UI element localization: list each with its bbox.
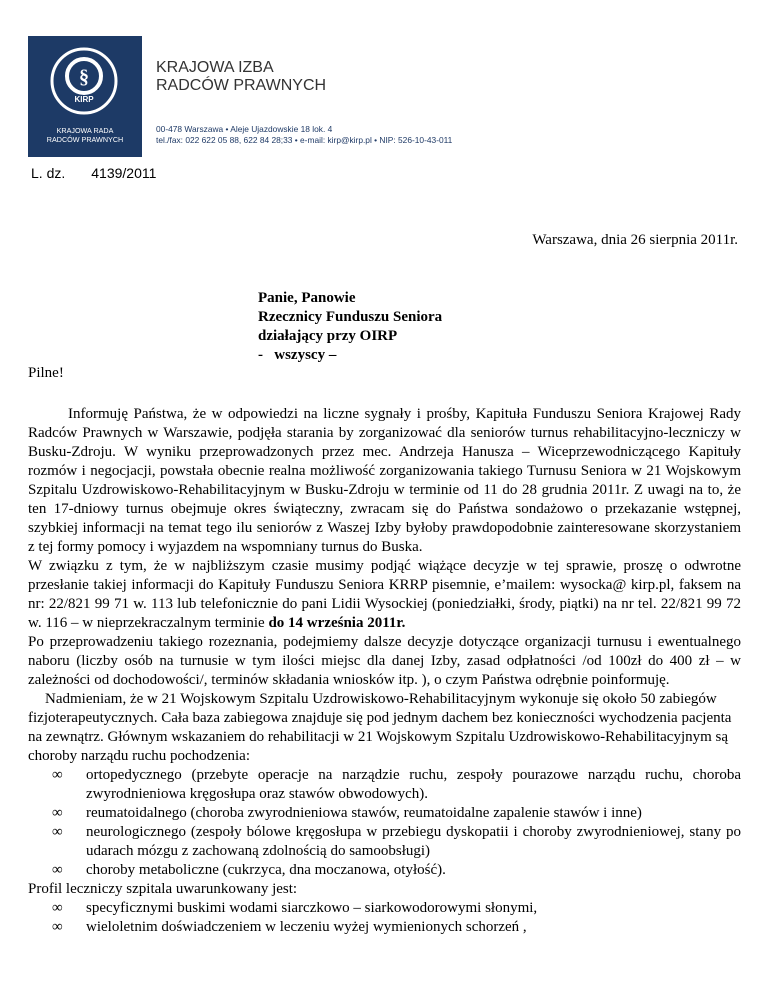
- bullet-icon: ∞: [52, 805, 63, 821]
- urgent-label: Pilne!: [28, 365, 64, 381]
- list-item-text: ortopedycznego (przebyte operacje na narządzie ruchu, zespoły pourazowe narządu ruchu, choroba zwyrodnieniowa kręgosłupa oraz stawów obwodowych).: [86, 767, 741, 802]
- list-item-text: specyficznymi buskimi wodami siarczkowo – siarkowodorowymi słonymi,: [86, 900, 538, 916]
- kirp-logo-box: [28, 36, 142, 157]
- svg-text:§: §: [79, 66, 89, 88]
- list-item: [28, 918, 741, 937]
- list-item: [28, 804, 741, 823]
- reference-number: [31, 165, 156, 181]
- organization-name: [156, 59, 326, 95]
- addressee-block: [258, 289, 442, 365]
- bullet-icon: ∞: [52, 919, 63, 935]
- organization-address: [156, 124, 452, 146]
- bullet-icon: ∞: [52, 824, 63, 840]
- paragraph-2: [28, 557, 741, 633]
- deadline-date: do 14 września 2011r.: [268, 615, 406, 631]
- paragraph-4: Nadmieniam, że w 21 Wojskowym Szpitalu Uzdrowiskowo-Rehabilitacyjnym wykonuje się około 50 zabiegów fizjoterapeutycznych. Cała baza zabiegowa znajduje się pod jednym dachem bez konieczności wychodzenia pacjenta na zewnątrz. Głównym wskazaniem do rehabilitacji w 21 Wojskowym Szpitalu Uzdrowiskowo-Rehabilitacyjnym są choroby narządu ruchu pochodzenia:: [28, 691, 732, 764]
- profile-list: [28, 899, 741, 937]
- list-item-text: reumatoidalnego (choroba zwyrodnieniowa stawów, reumatoidalne zapalenie stawów i inne): [86, 805, 642, 821]
- addressee-line3: działający przy OIRP: [258, 328, 398, 344]
- box-caption-line2: RADCÓW PRAWNYCH: [46, 135, 124, 144]
- list-item: [28, 861, 741, 880]
- addressee-line4: - wszyscy –: [258, 347, 337, 363]
- kirp-emblem: [49, 46, 119, 116]
- paragraph-2-text: W związku z tym, że w najbliższym czasie musimy podjąć wiążące decyzje w tej sprawie, proszę o odwrotne przesłanie takiej informacji do Kapituły Funduszu Seniora KRRP pisemnie, e’mailem: wysocka@ kirp.pl, faksem na nr: 22/821 99 71 w. 113 lub telefonicznie do pani Lidii Wysockiej (poniedziałki, środy, piątki) na nr tel. 22/821 99 72 w. 116 – w nieprzekraczalnym terminie: [28, 558, 741, 631]
- bullet-icon: ∞: [52, 862, 63, 878]
- list-item: [28, 899, 741, 918]
- paragraph-3: Po przeprowadzeniu takiego rozeznania, podejmiemy dalsze decyzje dotyczące organizacji turnusu i ewentualnego naboru (liczby osób na turnusie w tym ilości miejsc dla danej Izby, zasad odpłatności /od 100zł do 400 zł – w zależności od dochodowości/, terminów składania wniosków itp. ), o czym Państwa odrębnie poinformuję.: [28, 634, 741, 688]
- addressee-line2: Rzecznicy Funduszu Seniora: [258, 309, 443, 325]
- org-name-line2: RADCÓW PRAWNYCH: [156, 77, 327, 94]
- reference-label: L. dz.: [31, 165, 66, 181]
- indications-list: [28, 766, 741, 880]
- addressee-line1: Panie, Panowie: [258, 290, 356, 306]
- box-caption: [28, 126, 142, 144]
- list-item: [28, 823, 741, 861]
- bullet-icon: ∞: [52, 900, 63, 916]
- list-item-text: choroby metaboliczne (cukrzyca, dna moczanowa, otyłość).: [86, 862, 446, 878]
- letter-body: [28, 405, 741, 937]
- letter-date: Warszawa, dnia 26 sierpnia 2011r.: [532, 232, 738, 248]
- reference-value: 4139/2011: [91, 165, 157, 181]
- paragraph-1: Informuję Państwa, że w odpowiedzi na liczne sygnały i prośby, Kapituła Funduszu Seniora Krajowej Rady Radców Prawnych w Warszawie, podjęła starania by zorganizować dla seniorów turnus rehabilitacyjno-leczniczy w Busku-Zdroju. W wyniku przeprowadzonych przez mec. Andrzeja Hanusza – Wiceprzewodniczącego Kapituły rozmów i negocjacji, powstała obecnie realna możliwość zorganizowania takiego Turnusu Seniora w 21 Wojskowym Szpitalu Uzdrowiskowo-Rehabilitacyjnym w Busku-Zdroju w terminie od 11 do 28 grudnia 2011r. Z uwagi na to, że ten 17-dniowy turnus obejmuje okres świąteczny, zwracam się do Państwa sondażowo o przekazanie wstępnej, szybkiej informacji na temat tego ilu seniorów z Waszej Izby byłoby prawdopodobnie zainteresowane skorzystaniem z tej formy pomocy i wyjazdem na wspomniany turnus do Buska.: [28, 406, 741, 555]
- emblem-lettering: KIRP: [74, 95, 94, 104]
- paragraph-5: Profil leczniczy szpitala uwarunkowany jest:: [28, 881, 298, 897]
- bullet-icon: ∞: [52, 767, 63, 783]
- postal-address: 00-478 Warszawa • Aleje Ujazdowskie 18 lok. 4: [156, 124, 333, 134]
- list-item-text: wieloletnim doświadczeniem w leczeniu wyżej wymienionych schorzeń ,: [86, 919, 527, 935]
- list-item-text: neurologicznego (zespoły bólowe kręgosłupa w przebiegu dyskopatii i choroby zwyrodnieniowej, stany po udarach mózgu z zachowaną zdolnością do samoobsługi): [86, 824, 741, 859]
- org-name-line1: KRAJOWA IZBA: [156, 59, 274, 76]
- list-item: [28, 766, 741, 804]
- contact-details: tel./fax: 022 622 05 88, 622 84 28;33 • e-mail: kirp@kirp.pl • NIP: 526-10-43-011: [156, 135, 453, 145]
- box-caption-line1: KRAJOWA RADA: [56, 126, 114, 135]
